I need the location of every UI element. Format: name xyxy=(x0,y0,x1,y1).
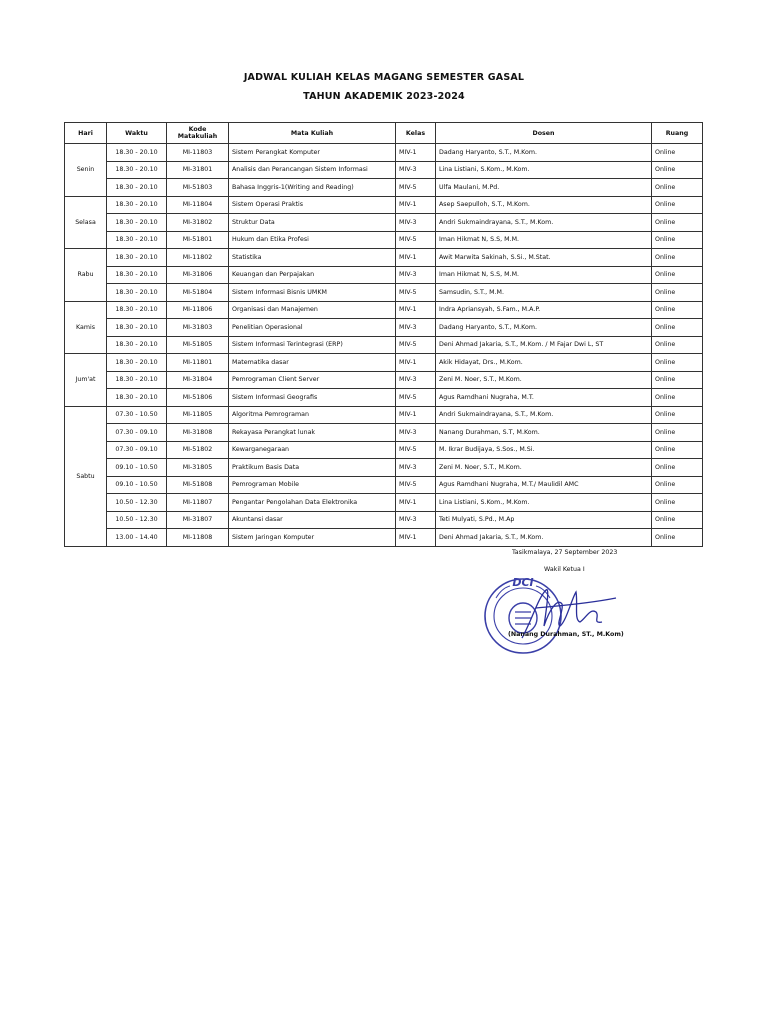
cell-mata-kuliah: Bahasa Inggris-1(Writing and Reading) xyxy=(229,179,396,197)
cell-kode: MI-11804 xyxy=(167,196,229,214)
cell-kelas: MIV-3 xyxy=(396,424,436,442)
table-row xyxy=(65,196,703,214)
table-row xyxy=(65,301,703,319)
table-row xyxy=(65,354,703,372)
cell-hari: Rabu xyxy=(65,249,107,302)
cell-kelas: MIV-3 xyxy=(396,161,436,179)
cell-ruang: Online xyxy=(652,161,703,179)
cell-waktu: 18.30 - 20.10 xyxy=(107,266,167,284)
table-row xyxy=(65,476,703,494)
cell-waktu: 09.10 - 10.50 xyxy=(107,476,167,494)
table-row xyxy=(65,249,703,267)
cell-kode: MI-51804 xyxy=(167,284,229,302)
cell-kelas: MIV-5 xyxy=(396,231,436,249)
cell-dosen: Iman Hikmat N, S.S, M.M. xyxy=(436,266,652,284)
cell-mata-kuliah: Keuangan dan Perpajakan xyxy=(229,266,396,284)
cell-waktu: 18.30 - 20.10 xyxy=(107,284,167,302)
cell-kelas: MIV-5 xyxy=(396,476,436,494)
document-subtitle: TAHUN AKADEMIK 2023-2024 xyxy=(303,91,465,102)
cell-kelas: MIV-1 xyxy=(396,354,436,372)
cell-mata-kuliah: Struktur Data xyxy=(229,214,396,232)
cell-waktu: 18.30 - 20.10 xyxy=(107,249,167,267)
table-row xyxy=(65,336,703,354)
schedule-body xyxy=(65,144,703,547)
table-row xyxy=(65,266,703,284)
cell-ruang: Online xyxy=(652,406,703,424)
cell-ruang: Online xyxy=(652,196,703,214)
header-kode-line1: Kode xyxy=(188,126,207,133)
cell-ruang: Online xyxy=(652,214,703,232)
cell-waktu: 18.30 - 20.10 xyxy=(107,144,167,162)
cell-waktu: 18.30 - 20.10 xyxy=(107,214,167,232)
cell-dosen: Nanang Durahman, S.T, M.Kom. xyxy=(436,424,652,442)
table-row xyxy=(65,511,703,529)
cell-dosen: Awit Marwita Sakinah, S.Si., M.Stat. xyxy=(436,249,652,267)
cell-waktu: 10.50 - 12.30 xyxy=(107,494,167,512)
cell-mata-kuliah: Sistem Perangkat Komputer xyxy=(229,144,396,162)
table-row xyxy=(65,144,703,162)
cell-mata-kuliah: Matematika dasar xyxy=(229,354,396,372)
cell-mata-kuliah: Praktikum Basis Data xyxy=(229,459,396,477)
cell-waktu: 18.30 - 20.10 xyxy=(107,231,167,249)
cell-kelas: MIV-1 xyxy=(396,249,436,267)
cell-mata-kuliah: Pengantar Pengolahan Data Elektronika xyxy=(229,494,396,512)
cell-dosen: Samsudin, S.T., M.M. xyxy=(436,284,652,302)
cell-hari: Selasa xyxy=(65,196,107,249)
cell-kode: MI-51805 xyxy=(167,336,229,354)
cell-kelas: MIV-3 xyxy=(396,511,436,529)
cell-waktu: 07.30 - 09.10 xyxy=(107,424,167,442)
cell-dosen: Deni Ahmad Jakaria, S.T., M.Kom. xyxy=(436,529,652,547)
cell-waktu: 18.30 - 20.10 xyxy=(107,371,167,389)
cell-kode: MI-11802 xyxy=(167,249,229,267)
cell-waktu: 18.30 - 20.10 xyxy=(107,336,167,354)
cell-mata-kuliah: Organisasi dan Manajemen xyxy=(229,301,396,319)
cell-mata-kuliah: Sistem Informasi Terintegrasi (ERP) xyxy=(229,336,396,354)
cell-kelas: MIV-3 xyxy=(396,214,436,232)
cell-hari: Jum'at xyxy=(65,354,107,407)
cell-kode: MI-11801 xyxy=(167,354,229,372)
cell-dosen: Lina Listiani, S.Kom., M.Kom. xyxy=(436,494,652,512)
header-kode xyxy=(167,123,229,144)
cell-kelas: MIV-5 xyxy=(396,284,436,302)
cell-mata-kuliah: Sistem Jaringan Komputer xyxy=(229,529,396,547)
cell-kode: MI-31802 xyxy=(167,214,229,232)
cell-waktu: 18.30 - 20.10 xyxy=(107,301,167,319)
cell-ruang: Online xyxy=(652,231,703,249)
cell-kelas: MIV-5 xyxy=(396,389,436,407)
cell-kelas: MIV-3 xyxy=(396,266,436,284)
cell-ruang: Online xyxy=(652,424,703,442)
schedule-table xyxy=(64,122,703,547)
cell-dosen: Andri Sukmaindrayana, S.T., M.Kom. xyxy=(436,214,652,232)
cell-ruang: Online xyxy=(652,494,703,512)
cell-mata-kuliah: Sistem Informasi Geografis xyxy=(229,389,396,407)
cell-ruang: Online xyxy=(652,336,703,354)
cell-kode: MI-31807 xyxy=(167,511,229,529)
header-hari: Hari xyxy=(65,123,107,144)
cell-kode: MI-51806 xyxy=(167,389,229,407)
cell-kelas: MIV-5 xyxy=(396,179,436,197)
table-row xyxy=(65,389,703,407)
place-date: Tasikmalaya, 27 September 2023 xyxy=(512,549,618,556)
cell-kode: MI-51808 xyxy=(167,476,229,494)
table-row xyxy=(65,284,703,302)
table-row xyxy=(65,179,703,197)
table-row xyxy=(65,441,703,459)
cell-ruang: Online xyxy=(652,476,703,494)
cell-dosen: Agus Ramdhani Nugraha, M.T./ Maulidil AMC xyxy=(436,476,652,494)
cell-kelas: MIV-1 xyxy=(396,196,436,214)
cell-kode: MI-11803 xyxy=(167,144,229,162)
institution-stamp xyxy=(476,568,626,664)
cell-mata-kuliah: Analisis dan Perancangan Sistem Informasi xyxy=(229,161,396,179)
cell-kelas: MIV-3 xyxy=(396,459,436,477)
cell-ruang: Online xyxy=(652,371,703,389)
cell-kode: MI-51801 xyxy=(167,231,229,249)
cell-kelas: MIV-1 xyxy=(396,301,436,319)
cell-waktu: 07.30 - 10.50 xyxy=(107,406,167,424)
cell-ruang: Online xyxy=(652,459,703,477)
cell-mata-kuliah: Rekayasa Perangkat lunak xyxy=(229,424,396,442)
cell-kode: MI-11806 xyxy=(167,301,229,319)
table-row xyxy=(65,214,703,232)
cell-kode: MI-31801 xyxy=(167,161,229,179)
table-row xyxy=(65,406,703,424)
cell-dosen: Indra Apriansyah, S.Fam., M.A.P. xyxy=(436,301,652,319)
table-row xyxy=(65,459,703,477)
header-ruang: Ruang xyxy=(652,123,703,144)
cell-mata-kuliah: Kewarganegaraan xyxy=(229,441,396,459)
cell-kelas: MIV-3 xyxy=(396,371,436,389)
cell-waktu: 18.30 - 20.10 xyxy=(107,354,167,372)
stamp-label: DCI xyxy=(512,576,534,589)
cell-ruang: Online xyxy=(652,266,703,284)
cell-hari: Sabtu xyxy=(65,406,107,546)
cell-kode: MI-31806 xyxy=(167,266,229,284)
signatory-name: (Nanang Durahman, ST., M.Kom) xyxy=(508,631,624,638)
cell-dosen: Andri Sukmaindrayana, S.T., M.Kom. xyxy=(436,406,652,424)
cell-waktu: 10.50 - 12.30 xyxy=(107,511,167,529)
cell-ruang: Online xyxy=(652,144,703,162)
cell-waktu: 09.10 - 10.50 xyxy=(107,459,167,477)
cell-mata-kuliah: Algoritma Pemrograman xyxy=(229,406,396,424)
cell-kelas: MIV-5 xyxy=(396,336,436,354)
cell-dosen: Ulfa Maulani, M.Pd. xyxy=(436,179,652,197)
cell-waktu: 18.30 - 20.10 xyxy=(107,196,167,214)
cell-mata-kuliah: Pemrograman Client Server xyxy=(229,371,396,389)
cell-dosen: Zeni M. Noer, S.T., M.Kom. xyxy=(436,371,652,389)
cell-mata-kuliah: Statistika xyxy=(229,249,396,267)
cell-dosen: Lina Listiani, S.Kom., M.Kom. xyxy=(436,161,652,179)
table-row xyxy=(65,371,703,389)
cell-kelas: MIV-1 xyxy=(396,406,436,424)
cell-dosen: Agus Ramdhani Nugraha, M.T. xyxy=(436,389,652,407)
cell-kelas: MIV-1 xyxy=(396,529,436,547)
cell-kode: MI-11808 xyxy=(167,529,229,547)
cell-mata-kuliah: Akuntansi dasar xyxy=(229,511,396,529)
cell-kelas: MIV-1 xyxy=(396,144,436,162)
cell-kode: MI-51803 xyxy=(167,179,229,197)
cell-dosen: Dadang Haryanto, S.T., M.Kom. xyxy=(436,144,652,162)
cell-ruang: Online xyxy=(652,511,703,529)
cell-ruang: Online xyxy=(652,354,703,372)
cell-mata-kuliah: Sistem Operasi Praktis xyxy=(229,196,396,214)
cell-kelas: MIV-5 xyxy=(396,441,436,459)
table-row xyxy=(65,494,703,512)
cell-mata-kuliah: Pemrograman Mobile xyxy=(229,476,396,494)
cell-dosen: Teti Mulyati, S.Pd., M.Ap xyxy=(436,511,652,529)
cell-kode: MI-11807 xyxy=(167,494,229,512)
cell-ruang: Online xyxy=(652,529,703,547)
header-kode-line2: Matakuliah xyxy=(177,133,218,140)
cell-ruang: Online xyxy=(652,179,703,197)
cell-dosen: Iman Hikmat N, S.S, M.M. xyxy=(436,231,652,249)
cell-kode: MI-31804 xyxy=(167,371,229,389)
cell-waktu: 13.00 - 14.40 xyxy=(107,529,167,547)
cell-kode: MI-31803 xyxy=(167,319,229,337)
cell-hari: Senin xyxy=(65,144,107,197)
header-kelas: Kelas xyxy=(396,123,436,144)
cell-ruang: Online xyxy=(652,389,703,407)
document-title: JADWAL KULIAH KELAS MAGANG SEMESTER GASAL xyxy=(243,72,525,83)
cell-waktu: 07.30 - 09.10 xyxy=(107,441,167,459)
cell-dosen: Deni Ahmad Jakaria, S.T., M.Kom. / M Fajar Dwi L, ST xyxy=(436,336,652,354)
cell-dosen: Akik Hidayat, Drs., M.Kom. xyxy=(436,354,652,372)
table-row xyxy=(65,161,703,179)
cell-waktu: 18.30 - 20.10 xyxy=(107,389,167,407)
cell-ruang: Online xyxy=(652,284,703,302)
cell-waktu: 18.30 - 20.10 xyxy=(107,319,167,337)
cell-hari: Kamis xyxy=(65,301,107,354)
cell-kelas: MIV-3 xyxy=(396,319,436,337)
cell-kode: MI-51802 xyxy=(167,441,229,459)
cell-dosen: Zeni M. Noer, S.T., M.Kom. xyxy=(436,459,652,477)
header-dosen: Dosen xyxy=(436,123,652,144)
cell-ruang: Online xyxy=(652,301,703,319)
cell-kode: MI-11805 xyxy=(167,406,229,424)
table-row xyxy=(65,529,703,547)
cell-mata-kuliah: Penelitian Operasional xyxy=(229,319,396,337)
cell-dosen: M. Ikrar Budijaya, S.Sos., M.Si. xyxy=(436,441,652,459)
table-row xyxy=(65,424,703,442)
cell-kode: MI-31808 xyxy=(167,424,229,442)
table-row xyxy=(65,231,703,249)
header-waktu: Waktu xyxy=(107,123,167,144)
cell-mata-kuliah: Hukum dan Etika Profesi xyxy=(229,231,396,249)
cell-waktu: 18.30 - 20.10 xyxy=(107,161,167,179)
cell-kelas: MIV-1 xyxy=(396,494,436,512)
cell-dosen: Asep Saepulloh, S.T., M.Kom. xyxy=(436,196,652,214)
cell-ruang: Online xyxy=(652,441,703,459)
cell-dosen: Dadang Haryanto, S.T., M.Kom. xyxy=(436,319,652,337)
cell-kode: MI-31805 xyxy=(167,459,229,477)
table-header-row xyxy=(65,123,703,144)
stamp-seal xyxy=(485,579,561,653)
cell-ruang: Online xyxy=(652,249,703,267)
cell-mata-kuliah: Sistem Informasi Bisnis UMKM xyxy=(229,284,396,302)
header-mata-kuliah: Mata Kuliah xyxy=(229,123,396,144)
table-row xyxy=(65,319,703,337)
signatory-role: Wakil Ketua I xyxy=(544,566,585,573)
cell-waktu: 18.30 - 20.10 xyxy=(107,179,167,197)
cell-ruang: Online xyxy=(652,319,703,337)
